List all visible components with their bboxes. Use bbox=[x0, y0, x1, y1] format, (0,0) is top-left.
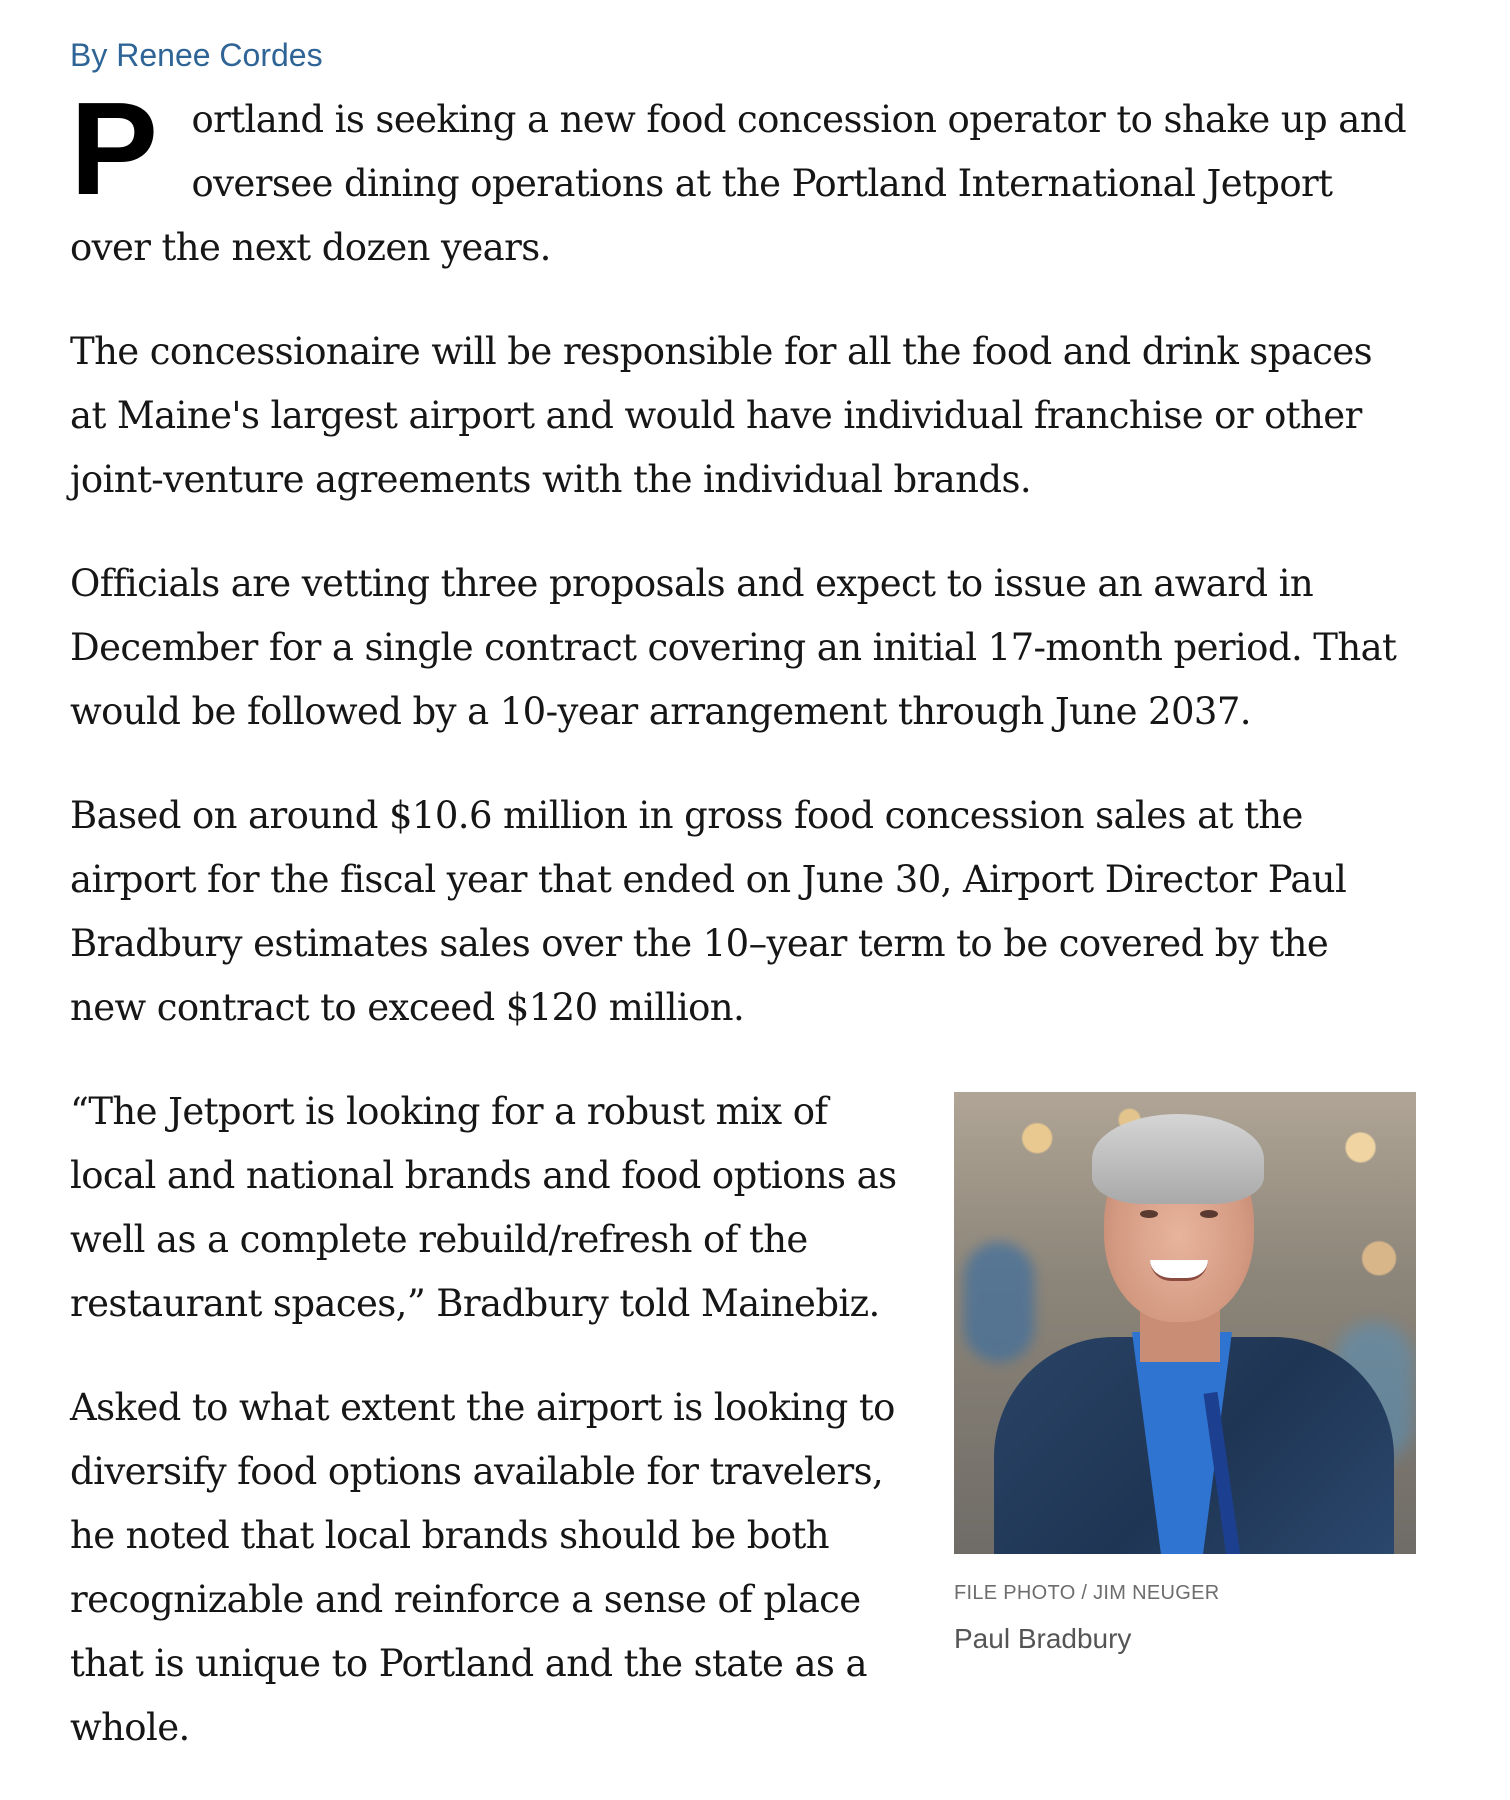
byline bbox=[70, 36, 1410, 74]
paragraph-6: Asked to what extent the airport is looking to diversify food options available for travelers, he noted that local brands should be both recognizable and reinforce a sense of place that is unique to Portland and the state as a whole. bbox=[70, 1386, 895, 1750]
photo-figure bbox=[954, 1092, 1416, 1655]
paragraph-1-text: ortland is seeking a new food concession operator to shake up and oversee dining operations at the Portland International Jetport over the next dozen years. bbox=[70, 98, 1407, 270]
photo-credit: FILE PHOTO / JIM NEUGER bbox=[954, 1582, 1220, 1604]
author-link[interactable]: Renee Cordes bbox=[116, 37, 323, 73]
hair-shape bbox=[1092, 1114, 1264, 1204]
paragraph-3: Officials are vetting three proposals and expect to issue an award in December for a single contract covering an initial 17-month period. That would be followed by a 10-year arrangement through June 2037. bbox=[70, 562, 1397, 734]
eye-shape bbox=[1200, 1210, 1218, 1218]
paragraph-1 bbox=[70, 75, 1410, 280]
eye-shape bbox=[1140, 1210, 1158, 1218]
drop-cap: P bbox=[70, 75, 158, 223]
background-blur bbox=[964, 1242, 1034, 1362]
paragraph-2: The concessionaire will be responsible for all the food and drink spaces at Maine's largest airport and would have individual franchise or other joint-venture agreements with the individual brands. bbox=[70, 330, 1373, 502]
paragraph-4: Based on around $10.6 million in gross food concession sales at the airport for the fiscal year that ended on June 30, Airport Director Paul Bradbury estimates sales over the 10–year term to be covered by the new contract to exceed $120 million. bbox=[70, 794, 1347, 1030]
photo-caption: Paul Bradbury bbox=[954, 1623, 1132, 1654]
paragraph-5: “The Jetport is looking for a robust mix of local and national brands and food options as well as a complete rebuild/refresh of the restaurant spaces,” Bradbury told Mainebiz. bbox=[70, 1090, 897, 1326]
byline-prefix: By bbox=[70, 37, 117, 73]
portrait-photo[interactable] bbox=[954, 1092, 1416, 1554]
